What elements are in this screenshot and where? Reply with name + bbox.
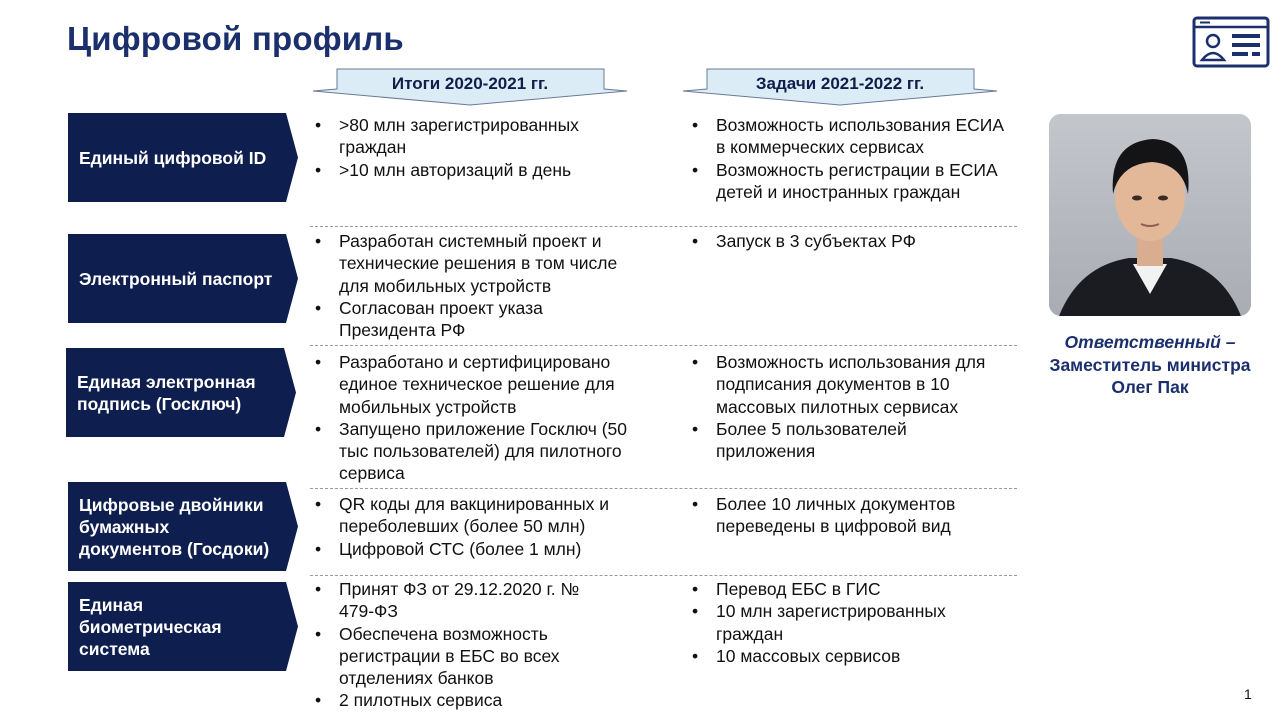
list-item: • 10 массовых сервисов <box>691 645 981 667</box>
list-item: • Возможность использования для подписания документов в 10 массовых пилотных сервисах <box>691 351 1009 418</box>
row-label-line: документов (Госдоки) <box>79 538 270 559</box>
results-cell-row1 <box>314 114 644 181</box>
row-separator <box>310 226 1017 227</box>
list-item: • Запущено приложение Госключ (50 тыс пользователей) для пилотного сервиса <box>314 418 644 485</box>
row-label-line: биометрическая <box>79 616 222 637</box>
row-label-digital-id <box>68 113 298 202</box>
list-item: • Принят ФЗ от 29.12.2020 г. № 479-ФЗ <box>314 578 604 623</box>
list-item: • 2 пилотных сервиса <box>314 689 604 711</box>
list-item: • Возможность регистрации в ЕСИА детей и иностранных граждан <box>691 159 1011 204</box>
row-label-line: система <box>79 638 150 659</box>
row-label-line: Единая электронная <box>77 371 256 392</box>
list-item: • Более 5 пользователей приложения <box>691 418 1009 463</box>
row-separator <box>310 345 1017 346</box>
list-item: • Запуск в 3 субъектах РФ <box>691 230 1011 252</box>
tasks-cell-row5 <box>691 578 981 667</box>
column-header-tasks: Задачи 2021-2022 гг. <box>682 68 998 108</box>
list-item: • Более 10 личных документов переведены в цифровой вид <box>691 493 991 538</box>
row-label-line: Цифровые двойники <box>79 494 264 515</box>
responsible-position: Заместитель министра <box>1049 354 1251 375</box>
list-item: • 10 млн зарегистрированных граждан <box>691 600 981 645</box>
list-item: • Обеспечена возможность регистрации в ЕБС во всех отделениях банков <box>314 623 604 690</box>
page-title: Цифровой профиль <box>67 20 404 57</box>
results-cell-row3 <box>314 351 644 485</box>
row-label-line: Единый цифровой ID <box>79 147 267 168</box>
list-item: • Согласован проект указа Президента РФ <box>314 297 644 342</box>
page-number: 1 <box>1244 686 1252 702</box>
list-item: • Разработан системный проект и технические решения в том числе для мобильных устройств <box>314 230 644 297</box>
id-card-icon <box>1192 16 1270 68</box>
person-photo <box>1049 114 1251 316</box>
row-label-line: Единая <box>79 594 144 615</box>
row-separator <box>310 575 1017 576</box>
tasks-cell-row3 <box>691 351 1009 462</box>
list-item: • Разработано и сертифицировано единое техническое решение для мобильных устройств <box>314 351 644 418</box>
tasks-cell-row1 <box>691 114 1011 203</box>
row-label-line: бумажных <box>79 516 170 537</box>
list-item: • QR коды для вакцинированных и переболевших (более 50 млн) <box>314 493 644 538</box>
column-header-results: Итоги 2020-2021 гг. <box>312 68 628 108</box>
row-label-line: подпись (Госключ) <box>77 393 242 414</box>
results-cell-row2 <box>314 230 644 341</box>
row-label-e-signature <box>66 348 296 437</box>
list-item: • Цифровой СТС (более 1 млн) <box>314 538 644 560</box>
row-label-gosdoki <box>68 482 298 571</box>
responsible-role: Ответственный – <box>1064 332 1236 352</box>
row-label-line: Электронный паспорт <box>79 268 273 289</box>
list-item: • Возможность использования ЕСИА в коммерческих сервисах <box>691 114 1011 159</box>
responsible-caption <box>1030 331 1270 399</box>
list-item: • >10 млн авторизаций в день <box>314 159 644 181</box>
tasks-cell-row2 <box>691 230 1011 252</box>
row-label-e-passport <box>68 234 298 323</box>
responsible-name: Олег Пак <box>1111 377 1189 397</box>
results-cell-row5 <box>314 578 604 712</box>
row-label-biometric <box>68 582 298 671</box>
row-separator <box>310 488 1017 489</box>
list-item: • Перевод ЕБС в ГИС <box>691 578 981 600</box>
tasks-cell-row4 <box>691 493 991 538</box>
results-cell-row4 <box>314 493 644 560</box>
list-item: • >80 млн зарегистрированных граждан <box>314 114 644 159</box>
